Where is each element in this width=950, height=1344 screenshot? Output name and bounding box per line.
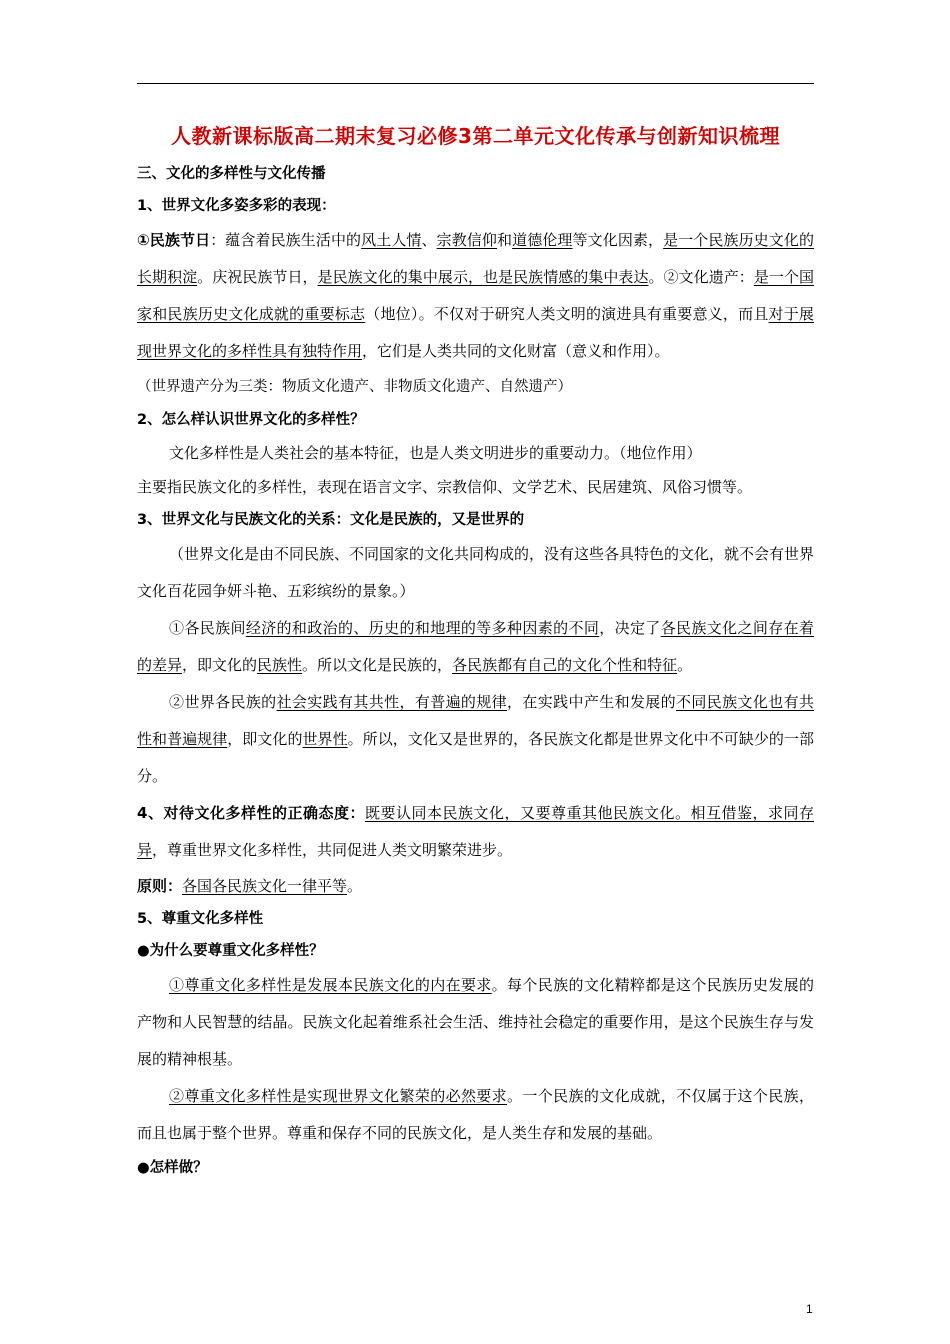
text: 。 <box>347 877 363 895</box>
q2-line-2: 主要指民族文化的多样性，表现在语言文字、宗教信仰、文学艺术、民居建筑、风俗习惯等。 <box>137 478 753 496</box>
principle-label: 原则： <box>137 877 183 895</box>
text: 等文化因素， <box>572 231 664 249</box>
text: 、 <box>421 231 437 249</box>
page-number: 1 <box>806 1302 813 1316</box>
text: ：蕴含着民族生活中的 <box>210 231 362 249</box>
text: ，即文化的 <box>227 730 303 748</box>
underlined-text: 对于展现世界文化的多样性具有独特作用 <box>137 305 814 360</box>
underlined-text: ①尊重文化多样性是发展本民族文化的内在要求 <box>169 976 492 994</box>
q2-line-1: 文化多样性是人类社会的基本特征，也是人类文明进步的重要动力。（地位作用） <box>169 444 702 462</box>
q3-paragraph-3 <box>137 684 814 795</box>
text: ①各民族间 <box>169 619 246 637</box>
underlined-text: ②尊重文化多样性是实现世界文化繁荣的必然要求 <box>169 1087 508 1105</box>
q2-heading: 2、怎么样认识世界文化的多样性？ <box>137 412 365 428</box>
q5-why-heading: ●为什么要尊重文化多样性？ <box>137 943 324 959</box>
text: 。所以，文化又是世界的，各民族文化都是世界文化中不可缺少的一部分。 <box>137 730 814 785</box>
q1-lead: ①民族节日 <box>137 231 211 249</box>
text: ，即文化的 <box>182 656 258 674</box>
q5-paragraph-2 <box>137 1078 814 1152</box>
text: ，它们是人类共同的文化财富（意义和作用）。 <box>362 342 670 360</box>
text: 。 <box>677 656 693 674</box>
underlined-text: 世界性 <box>302 730 348 748</box>
underlined-text: 各民族都有自己的文化个性和特征 <box>452 656 678 674</box>
q1-heading: 1、世界文化多姿多彩的表现： <box>137 198 336 214</box>
text: 和 <box>497 231 513 249</box>
section-heading: 三、文化的多样性与文化传播 <box>137 166 326 182</box>
underlined-text: 风土人情 <box>361 231 422 249</box>
document-body <box>137 158 814 1184</box>
text: 。一个民族的文化成就，不仅属于这个民族，而且也属于整个世界。尊重和保存不同的民族文化，是人类生存和发展的基础。 <box>137 1087 814 1142</box>
q3-paragraph-2 <box>137 610 814 684</box>
text: 。所以文化是民族的， <box>302 656 453 674</box>
underlined-text: 道德伦理 <box>512 231 573 249</box>
q3-paragraph-1: （世界文化是由不同民族、不同国家的文化共同构成的，没有这些各具特色的文化，就不会有世界文化百花园争妍斗艳、五彩缤纷的景象。） <box>137 545 815 600</box>
underlined-text: 宗教信仰 <box>436 231 498 249</box>
q4-paragraph <box>137 795 814 869</box>
underlined-text: 民族性 <box>257 656 303 674</box>
underlined-text: 经济的和政治的、历史的和地理的等多种因素的不同 <box>245 619 600 637</box>
q5-paragraph-1 <box>137 967 814 1078</box>
q5-heading: 5、尊重文化多样性 <box>137 911 264 927</box>
q3-heading: 3、世界文化与民族文化的关系：文化是民族的，又是世界的 <box>137 512 525 528</box>
q1-paragraph <box>137 222 814 370</box>
underlined-text: 是一个民族历史文化的长期积淀 <box>137 231 814 286</box>
text: 。庆祝民族节日， <box>197 268 318 286</box>
underlined-text: 是一个国家和民族历史文化成就的重要标志 <box>137 268 814 323</box>
underlined-text: 是民族文化的集中展示，也是民族情感的集中表达 <box>317 268 649 286</box>
text: ，决定了 <box>599 619 661 637</box>
header-rule <box>137 83 814 84</box>
underlined-text: 各民族文化之间存在着的差异 <box>137 619 814 674</box>
q4-lead: 4、对待文化多样性的正确态度： <box>137 804 365 822</box>
document-title: 人教新课标版高二期末复习必修3第二单元文化传承与创新知识梳理 <box>171 124 780 148</box>
underlined-text: 社会实践有其共性，有普遍的规律 <box>276 693 508 711</box>
underlined-text: 不同民族文化也有共性和普遍规律 <box>137 693 814 748</box>
text: ②世界各民族的 <box>169 693 277 711</box>
text: ，尊重世界文化多样性，共同促进人类文明繁荣进步。 <box>152 841 513 859</box>
q1-note: （世界遗产分为三类：物质文化遗产、非物质文化遗产、自然遗产） <box>137 379 572 395</box>
text: 。②文化遗产： <box>648 268 754 286</box>
text: （地位）。不仅对于研究人类文明的演进具有重要意义，而且 <box>365 305 769 323</box>
text: ，在实践中产生和发展的 <box>507 693 677 711</box>
text: 。每个民族的文化精粹都是这个民族历史发展的产物和人民智慧的结晶。民族文化起着维系社会生活、维持社会稳定的重要作用，是这个民族生存与发展的精神根基。 <box>137 976 814 1068</box>
q5-how-heading: ●怎样做？ <box>137 1160 208 1176</box>
underlined-text: 既要认同本民族文化，又要尊重其他民族文化。相互借鉴，求同存异 <box>137 804 814 859</box>
q4-principle <box>137 869 814 903</box>
underlined-text: 各国各民族文化一律平等 <box>182 877 348 895</box>
